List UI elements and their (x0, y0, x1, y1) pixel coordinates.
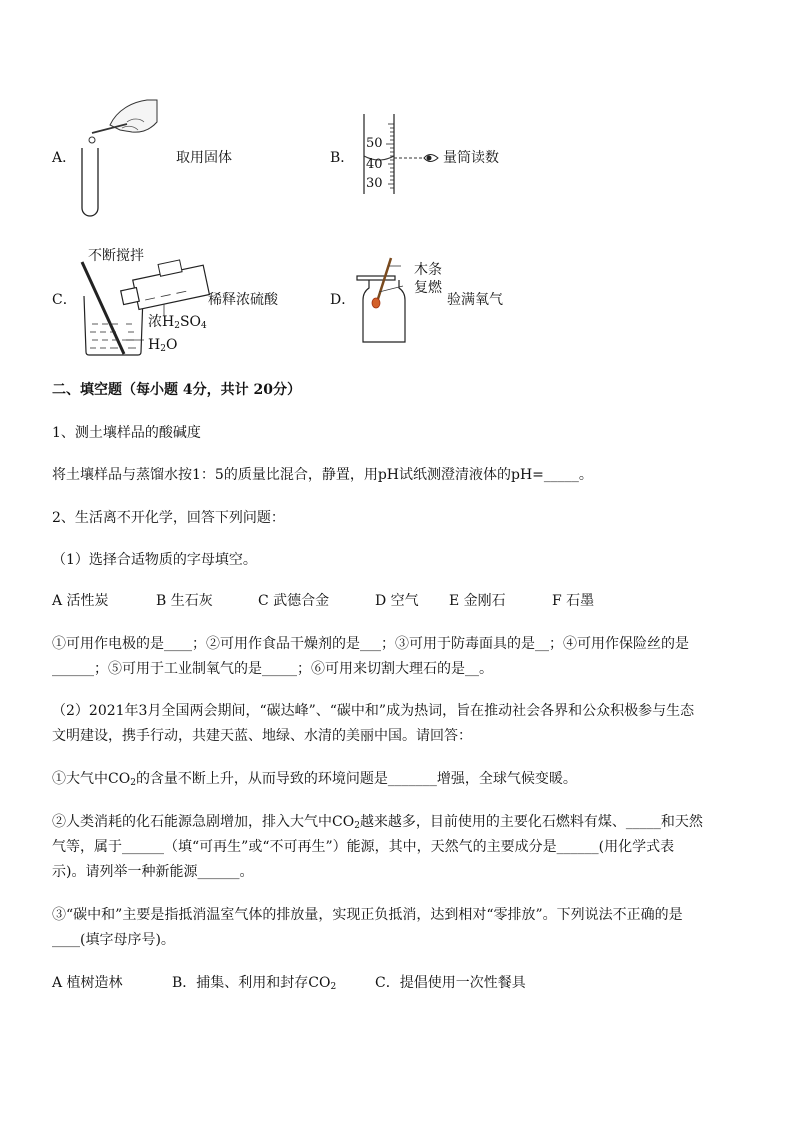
sub-question-2-line-2: 气等，属于______（填“可再生”或“不可再生”）能源，其中，天然气的主要成分是______(用化学式表 (52, 839, 675, 855)
blanks-line-2: ______；⑤可用于工业制氧气的是_____；⑥可用来切割大理石的是__。 (52, 661, 493, 677)
option-d-letter: D． (330, 292, 356, 308)
part2-line-2: 文明建设，携手行动，共建天蓝、地绿、水清的美丽中国。请回答： (52, 728, 472, 744)
sub-question-3-line-1: ③“碳中和”主要是指抵消温室气体的排放量，实现正负抵消，达到相对“零排放”。下列说法不正确的是 (52, 907, 683, 923)
option-b-letter: B． (330, 150, 355, 166)
label-stir: 不断搅拌 (88, 248, 144, 264)
option-b-caption: 量筒读数 (443, 150, 499, 166)
cylinder-scale-40: 40 (366, 157, 383, 172)
sub-question-1: ①大气中$CO_2$的含量不断上升，从而导致的环境问题是_______增强，全球气候变暖。 (52, 771, 577, 788)
option-c-caption: 稀释浓硫酸 (208, 292, 278, 308)
q2-title: 2、生活离不开化学，回答下列问题： (52, 510, 285, 526)
test-tube-solid-illustration (72, 100, 172, 220)
dilute-acid-illustration (72, 254, 212, 358)
sub-question-2-line-1: ②人类消耗的化石能源急剧增加，排入大气中$CO_2$越来越多，目前使用的主要化石燃料有煤、_____和天然 (52, 814, 703, 831)
label-relight: 复燃 (414, 280, 442, 296)
sub-question-2-line-3: 示)。请列举一种新能源______。 (52, 864, 254, 880)
cylinder-scale-50: 50 (366, 136, 383, 151)
q2-part1: （1）选择合适物质的字母填空。 (52, 552, 257, 568)
choice-b: B 生石灰 (156, 593, 213, 609)
q1-body: 将土壤样品与蒸馏水按1：5的质量比混合，静置，用pH试纸测澄清液体的pH=_____。 (52, 467, 593, 483)
choice-d: D 空气 (375, 593, 419, 609)
option-a-caption: 取用固体 (176, 150, 232, 166)
q1-title: 1、测土壤样品的酸碱度 (52, 425, 201, 441)
choice-e: E 金刚石 (449, 593, 506, 609)
final-option-a: A 植树造林 (52, 975, 123, 991)
oxygen-bottle-illustration (355, 254, 415, 346)
cylinder-scale-30: 30 (366, 176, 383, 191)
part2-line-1: （2）2021年3月全国两会期间，“碳达峰”、“碳中和”成为热词，旨在推动社会各界和公众积极参与生态 (52, 703, 695, 719)
label-conc-acid: 浓$H_2SO_4$ (148, 314, 207, 331)
sub-question-3-line-2: ____(填字母序号)。 (52, 932, 175, 948)
blanks-line-1: ①可用作电极的是____；②可用作食品干燥剂的是___；③可用于防毒面具的是__；④可用作保险丝的是 (52, 636, 689, 652)
label-wood-stick: 木条 (414, 262, 442, 278)
label-water: $H_2O$ (148, 337, 178, 354)
option-a-letter: A． (52, 150, 77, 166)
final-option-c: C．提倡使用一次性餐具 (375, 975, 526, 991)
option-d-caption: 验满氧气 (447, 292, 503, 308)
choice-c: C 武德合金 (258, 593, 330, 609)
final-option-b: B．捕集、利用和封存$CO_2$ (172, 975, 337, 992)
option-c-letter: C． (52, 292, 77, 308)
choice-a: A 活性炭 (52, 593, 109, 609)
choice-f: F 石墨 (552, 593, 595, 609)
section-heading: 二、填空题（每小题 4分，共计 20分） (52, 382, 301, 398)
